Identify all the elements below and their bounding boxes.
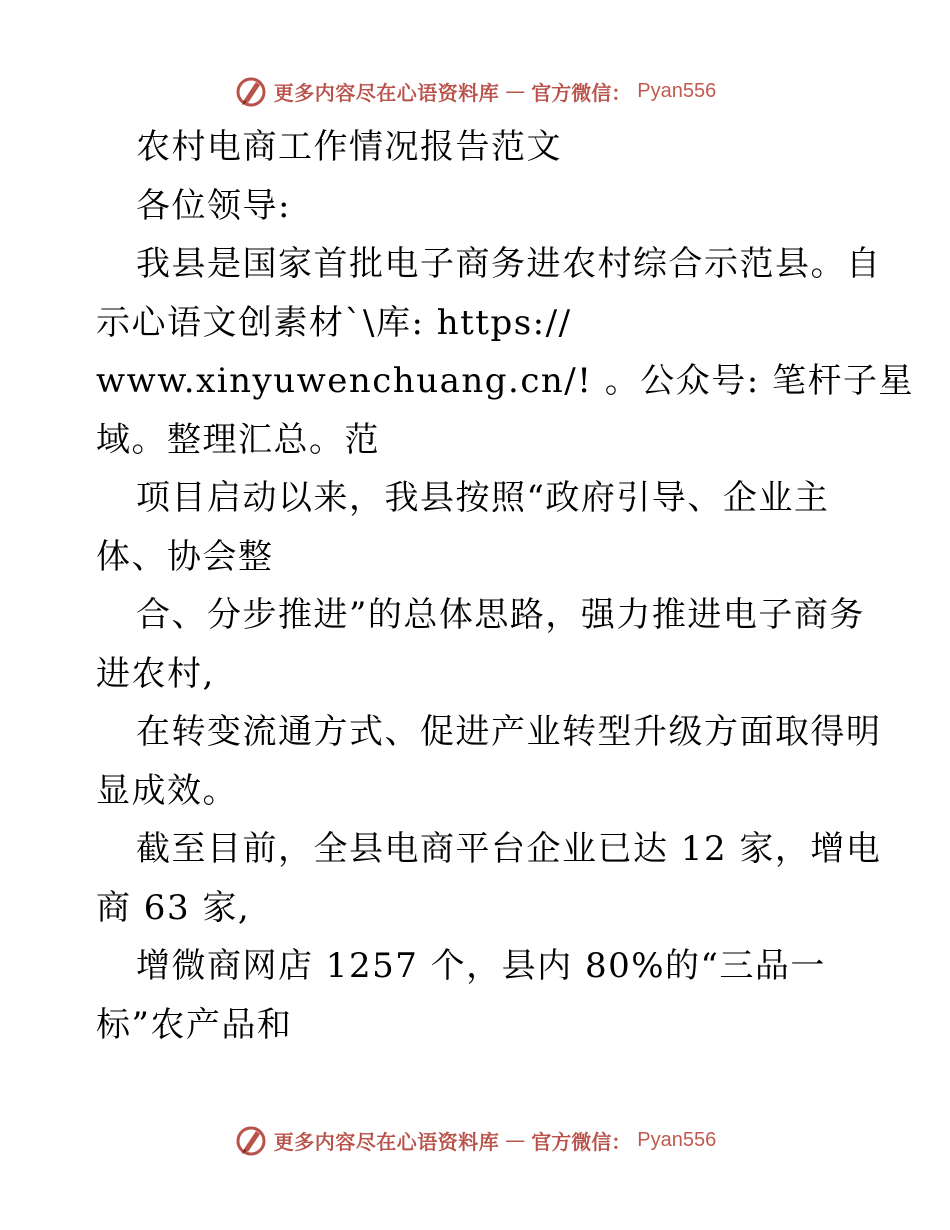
banner-wechat-label: 官方微信： bbox=[531, 80, 632, 105]
banner-text: 更多内容尽在心语资料库 bbox=[273, 1129, 500, 1154]
header-banner bbox=[0, 71, 950, 111]
banner-wechat-id: Pyan556 bbox=[637, 1128, 717, 1151]
banner-wechat-label: 官方微信： bbox=[531, 1129, 632, 1154]
document-line: 体、协会整 bbox=[96, 536, 274, 577]
document-line: 农村电商工作情况报告范文 bbox=[136, 127, 562, 167]
banner-text: 更多内容尽在心语资料库 bbox=[273, 80, 500, 105]
document-line: 我县是国家首批电子商务进农村综合示范县。自 bbox=[136, 244, 882, 284]
document-line: 项目启动以来，我县按照“政府引导、企业主 bbox=[136, 478, 830, 518]
document-line: 示心语文创素材`\库: https:// bbox=[96, 302, 572, 343]
document-line: 进农村, bbox=[96, 653, 215, 694]
banner-separator: — bbox=[505, 1128, 526, 1152]
document-line: 域。整理汇总。范 bbox=[96, 419, 380, 460]
document-line: 合、分步推进”的总体思路，强力推进电子商务 bbox=[136, 595, 865, 635]
footer-banner bbox=[0, 1120, 950, 1160]
document-line: 截至目前，全县电商平台企业已达 12 家，增电 bbox=[136, 829, 882, 869]
banner-wechat-id: Pyan556 bbox=[637, 79, 717, 102]
document-line: www.xinyuwenchuang.cn/! 。公众号: 笔杆子星 bbox=[96, 361, 914, 401]
document-line: 各位领导: bbox=[136, 185, 291, 226]
pen-logo-icon bbox=[234, 1123, 268, 1157]
document-line: 显成效。 bbox=[96, 770, 238, 811]
document-line: 标”农产品和 bbox=[96, 1004, 293, 1045]
document-line: 商 63 家, bbox=[96, 887, 251, 928]
document-line: 增微商网店 1257 个，县内 80%的“三品一 bbox=[136, 946, 826, 986]
document-body bbox=[96, 118, 914, 1054]
pen-logo-icon bbox=[234, 74, 268, 108]
banner-separator: — bbox=[505, 79, 526, 103]
document-line: 在转变流通方式、促进产业转型升级方面取得明 bbox=[136, 712, 882, 752]
